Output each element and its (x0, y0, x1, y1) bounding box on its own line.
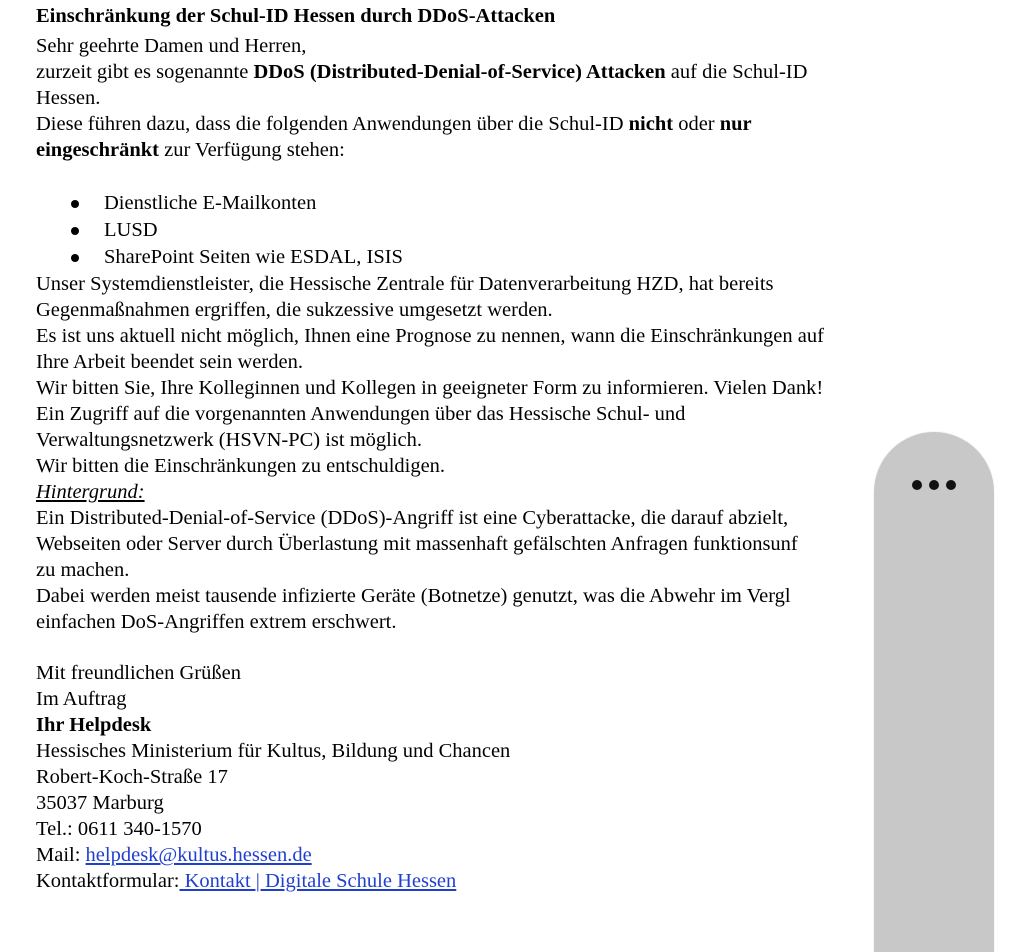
bullet-icon (71, 200, 79, 208)
section-heading: Hintergrund: (36, 481, 145, 503)
text-span: zur Verfügung stehen: (159, 139, 345, 161)
contact-form-line (36, 871, 456, 892)
list-item: SharePoint Seiten wie ESDAL, ISIS (104, 246, 403, 268)
text-span: zurzeit gibt es sogenannte (36, 61, 254, 83)
paragraph-line: Ihre Arbeit beendet sein werden. (36, 351, 303, 373)
closing: Mit freundlichen Grüßen (36, 662, 241, 684)
phone-line: Tel.: 0611 340-1570 (36, 818, 202, 840)
paragraph-line: Dabei werden meist tausende infizierte Geräte (Botnetze) genutzt, was die Abwehr im Vergl (36, 585, 791, 607)
bold-text: nicht (628, 113, 674, 135)
paragraph-line (36, 62, 807, 83)
text-span: Diese führen dazu, dass die folgenden Anwendungen über die Schul-ID (36, 113, 629, 135)
paragraph-line: Gegenmaßnahmen ergriffen, die sukzessive umgesetzt werden. (36, 299, 553, 321)
floating-menu-pill[interactable] (874, 432, 994, 952)
more-horizontal-icon[interactable] (929, 480, 939, 490)
list-item: Dienstliche E-Mailkonten (104, 192, 317, 214)
contact-form-label: Kontaktformular: (36, 870, 180, 892)
paragraph-line: Wir bitten die Einschränkungen zu entschuldigen. (36, 455, 446, 477)
more-horizontal-icon[interactable] (946, 480, 956, 490)
paragraph-line: einfachen DoS-Angriffen extrem erschwert. (36, 611, 397, 633)
address-line: Robert-Koch-Straße 17 (36, 766, 228, 788)
address-line: Hessisches Ministerium für Kultus, Bildung und Chancen (36, 740, 511, 762)
paragraph-line: Es ist uns aktuell nicht möglich, Ihnen eine Prognose zu nennen, wann die Einschränkungen auf (36, 325, 824, 347)
list-item: LUSD (104, 219, 158, 241)
paragraph-line: Ein Zugriff auf die vorgenannten Anwendungen über das Hessische Schul- und (36, 403, 686, 425)
address-line: 35037 Marburg (36, 792, 164, 814)
paragraph-line (36, 114, 752, 135)
paragraph-line: Hessen. (36, 87, 101, 109)
paragraph-line: Unser Systemdienstleister, die Hessische Zentrale für Datenverarbeitung HZD, hat bereits (36, 273, 774, 295)
mail-line (36, 845, 312, 866)
bold-text: nur (719, 113, 752, 135)
signature-line: Im Auftrag (36, 688, 127, 710)
text-span: auf die Schul-ID (665, 61, 808, 83)
paragraph-line: Verwaltungsnetzwerk (HSVN-PC) ist möglich. (36, 429, 423, 451)
more-horizontal-icon[interactable] (912, 480, 922, 490)
bold-text: eingeschränkt (36, 139, 159, 161)
paragraph-line: zu machen. (36, 559, 130, 581)
paragraph-line: Webseiten oder Server durch Überlastung mit massenhaft gefälschten Anfragen funktionsunf (36, 533, 798, 555)
document-title: Einschränkung der Schul-ID Hessen durch DDoS-Attacken (36, 5, 556, 27)
bullet-icon (71, 254, 79, 262)
sender-name: Ihr Helpdesk (36, 714, 152, 736)
text-span: oder (673, 113, 720, 135)
paragraph-line: Ein Distributed-Denial-of-Service (DDoS)-Angriff ist eine Cyberattacke, die darauf abzielt, (36, 507, 789, 529)
bold-text: DDoS (Distributed-Denial-of-Service) Attacken (253, 61, 666, 83)
paragraph-line: Wir bitten Sie, Ihre Kolleginnen und Kollegen in geeigneter Form zu informieren. Vielen Dank! (36, 377, 824, 399)
mail-label: Mail: (36, 844, 86, 866)
greeting: Sehr geehrte Damen und Herren, (36, 35, 307, 57)
bullet-icon (71, 227, 79, 235)
mail-link[interactable]: helpdesk@kultus.hessen.de (85, 844, 312, 866)
paragraph-line (36, 140, 345, 161)
contact-form-link[interactable]: Kontakt | Digitale Schule Hessen (179, 870, 457, 892)
